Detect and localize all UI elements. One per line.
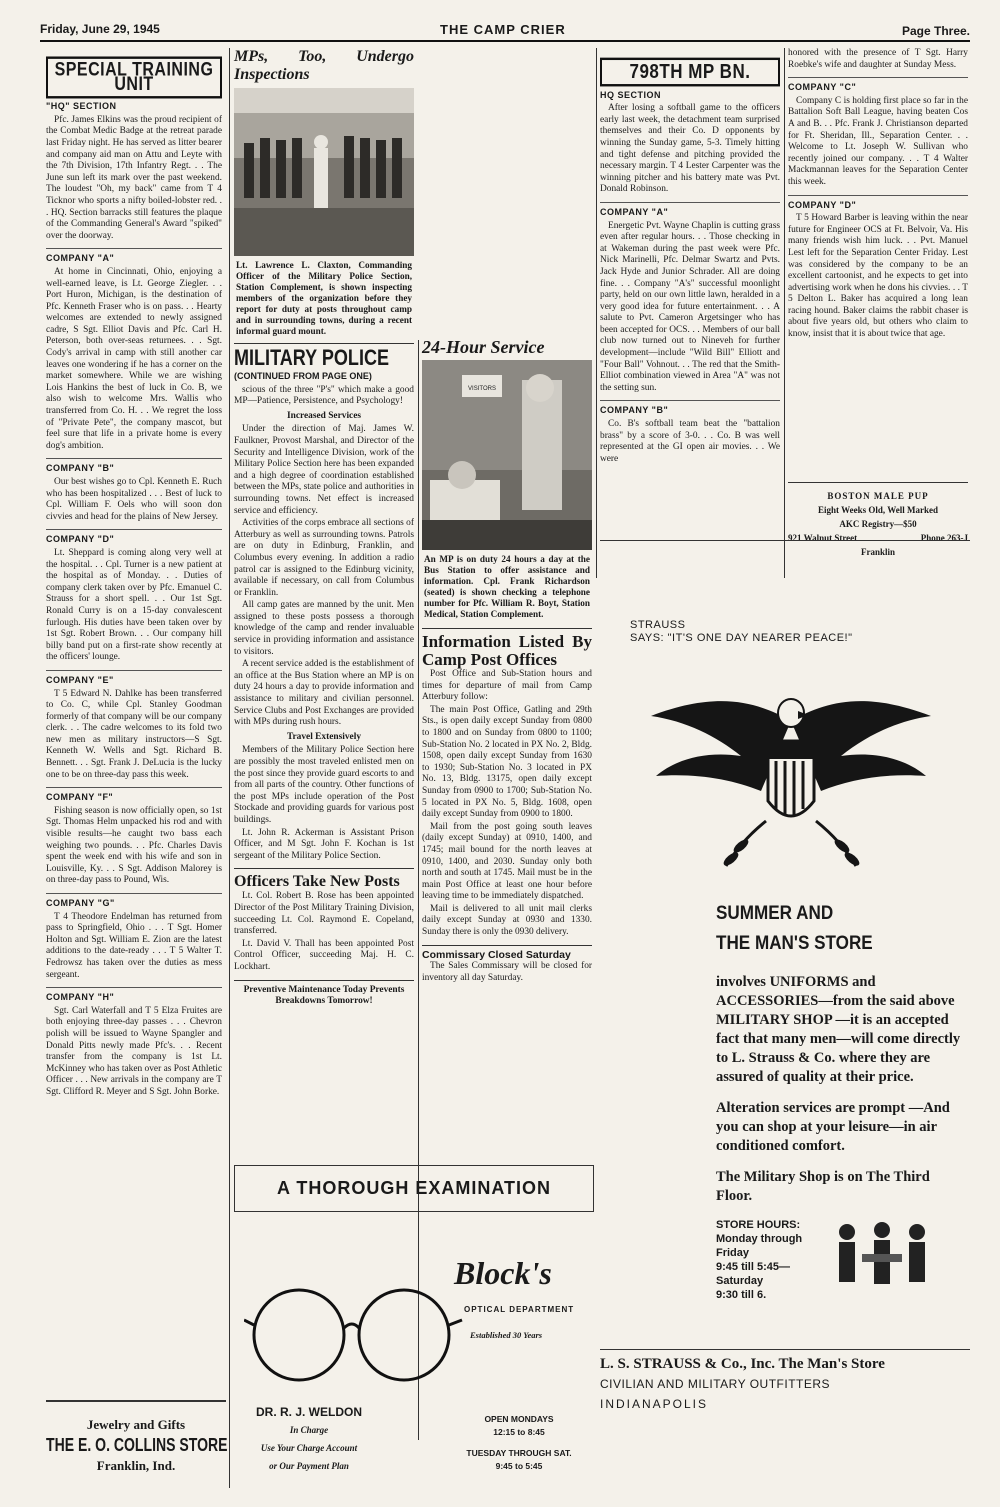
column-military-police: [234, 48, 414, 1010]
mp-paragraph: scious of the three "P's" which make a good MP—Patience, Persistence, and Psychology!: [234, 384, 414, 407]
blocks-established: Established 30 Years: [470, 1330, 543, 1340]
strauss-footer-3: INDIANAPOLIS: [600, 1397, 709, 1411]
collins-jewelry-ad: [46, 1400, 226, 1476]
blocks-banner: A THOROUGH EXAMINATION: [234, 1165, 594, 1212]
column-24-hour-service: [422, 338, 592, 985]
stu-section-text: Pfc. James Elkins was the proud recipient of the Combat Medic Badge at the retreat parade last Friday night. He has served as litter bearer and company aid man on Attu and Leyte with the 7th Division, 17th Infantry Regt. . . The June sun left its mark over the past weekend. The loudest "Oh, my back" came from T 4 Ticknor who sports a nifty boiled-lobster red. . . HQ. Section barracks still features the plaque of the Commanding General's Award "spiked" over the doorway.: [46, 114, 222, 241]
mp-paragraph: Under the direction of Maj. James W. Faulkner, Provost Marshal, and Director of the Security and Intelligence Division, work of the Military Police Section here has been expanded and a high degree of coordination established between the MPs, state police and authorities in surrounding towns. Net effect is increased service and efficiency.: [234, 424, 414, 516]
company-c-title: COMPANY "C": [788, 77, 968, 94]
strauss-title-1: SUMMER AND: [716, 903, 834, 924]
pup-ad-phone: Phone 263-J: [920, 533, 968, 543]
service-headline: 24-Hour Service: [422, 337, 545, 357]
stu-section-text: Sgt. Carl Waterfall and T 5 Elza Fruites are both enjoying three-day passes . . . Chevron polish will be issued to Wayne Spangler and Donald Pitts newly made Pfc's. . . Recent transfer from the company is 1st Lt. McKinney who has taken over as Post Athletic Officer . . . New arrivals in the company are T Sgt. Clifford R. Meyer and S Sgt. John Borke.: [46, 1005, 222, 1097]
store-hours-line: Monday through: [716, 1233, 803, 1245]
page-number: Page Three.: [901, 24, 970, 38]
column-798th-continued: [788, 48, 968, 342]
military-police-header: MILITARY POLICE: [234, 345, 390, 370]
pup-ad-city: Franklin: [860, 547, 895, 557]
stu-section-title: COMPANY "G": [46, 893, 222, 910]
strauss-says-quote: SAYS: "IT'S ONE DAY NEARER PEACE!": [630, 632, 853, 644]
pup-ad-line3: AKC Registry—$50: [839, 519, 917, 529]
strauss-body-3: The Military Shop is on The Third Floor.: [716, 1169, 930, 1204]
paper-name: THE CAMP CRIER: [440, 22, 566, 37]
info-paragraph: Mail is delivered to all unit mail clerks daily except Sunday at 0930 and 1330. Sunday there is only the 0930 delivery.: [422, 903, 592, 938]
collins-line1: Jewelry and Gifts: [86, 1417, 186, 1432]
company-b-title: COMPANY "B": [600, 400, 780, 417]
blocks-hours-4: 9:45 to 5:45: [495, 1461, 543, 1471]
blocks-optical-ad: [234, 1165, 594, 1495]
strauss-body-1: involves UNIFORMS and ACCESSORIES—from the said above MILITARY SHOP —it is an accepted fact that many men—will come directly to L. Strauss & Co. where they are assured of quality at their price.: [716, 974, 961, 1085]
blocks-brand: Block's: [454, 1255, 552, 1291]
eagle-emblem-icon: [646, 681, 936, 881]
commissary-headline: Commissary Closed Saturday: [422, 948, 571, 961]
store-hours-line: 9:30 till 6.: [716, 1289, 767, 1301]
stu-sections: [46, 101, 222, 1098]
bus-station-photo: [422, 360, 592, 550]
collins-line3: Franklin, Ind.: [96, 1458, 176, 1473]
info-listed-headline: Information Listed By Camp Post Offices: [422, 632, 592, 669]
mp-photo-caption: Lt. Lawrence L. Claxton, Commanding Officer of the Military Police Section, Station Complement, is shown inspecting members of the organization before they report for duty at posts throughout camp and in surrounding towns, during a recent informal guard mount.: [236, 260, 412, 336]
hq-section-title: HQ SECTION: [600, 89, 662, 100]
bus-station-caption: An MP is on duty 24 hours a day at the Bus Station to offer assistance and information. Cpl. Frank Richardson (seated) is shown checking a telephone number for Pfc. William R. Boyt, Station Medical, Station Complement.: [424, 554, 590, 619]
company-a-text: Energetic Pvt. Wayne Chaplin is cutting grass even after regular hours. . . Those checking in at Wakeman during the past week were Pfc. Nick Marinelli, Pfc. Delmar Swartz and Pvts. Jack Hyde and Junior Schrader. All are doing fine. . . Company "A's" successful moonlight party, held on our own little lawn, heralded in a very good idea for future entertainment. . . A salute to Pvt. Cameron Argetsinger who has been accepted for OCS. . . Members of our ball club now turned out to Nineveh for further development—include "Wild Bill" Elliott and "Four Ball" Vohnout. . . The red that the Smith-Elliot combination viewed in Area "A" was not the setting sun.: [600, 220, 780, 393]
store-hours-line: 9:45 till 5:45—: [716, 1261, 790, 1273]
strauss-ad: [600, 540, 970, 1420]
mp-paragraph: Lt. John R. Ackerman is Assistant Prison Officer, and M Sgt. John F. Kochan is 1st sergeant of the Military Police Section.: [234, 827, 414, 861]
info-paragraph: Post Office and Sub-Station hours and times for departure of mail from Camp Atterbury follow:: [422, 669, 592, 703]
mp-continued: (CONTINUED FROM PAGE ONE): [234, 371, 372, 381]
stu-section-title: COMPANY "E": [46, 670, 222, 687]
company-d-text: T 5 Howard Barber is leaving within the near future for Engineer OCS at Ft. Belvoir, Va. His many friends wish him luck. . . Pvt. Manuel Lest left for the Separation Center Friday. Lest was considered by the company to be an excellent cartoonist, and he expects to get into advertising work when he dons his civvies. . . T 5 Delton L. Baker has acquired a long lean racing hound. Baker claims the rabbit chaser is about five years old, but others who claim to know, insist that it is about twice that age.: [788, 213, 968, 340]
798th-mp-header: 798TH MP BN.: [600, 58, 780, 86]
info-paragraph: The main Post Office, Gatling and 29th Sts., is open daily except Sunday from 0800 to 1800 and on Sunday from 0800 to 1100; Sub-Station No. 2 located in PX No. 2, Bldg. 1508, open daily except Sunday from 1630 to 1930; Sub-Station No. 3 located in PX No. 13, Bldg. 13175, open daily except Sunday from 0900 to 1700; Sub-Station No. 5 located in PX No. 5, Bldg. 1608, open daily except Sunday from 0900 to 1800.: [422, 704, 592, 820]
blocks-charge-1: Use Your Charge Account: [260, 1443, 358, 1453]
stu-section-text: T 5 Edward N. Dahlke has been transferred to Co. C, while Cpl. Stanley Goodman formerly of that company will be our company clerk. . . The cadre welcomes to its fold two new men as military instructors—S Sgt. Kenneth W. Wells and Sgt. Richard B. Bennett. . . Sgt. Frank J. DeLucia is the lucky one to be on three-day pass this week.: [46, 688, 222, 780]
blocks-doctor: DR. R. J. WELDON: [255, 1405, 362, 1419]
strauss-title-2: THE MAN'S STORE: [716, 933, 873, 954]
officers-paragraph: Lt. Col. Robert B. Rose has been appointed Director of the Post Military Training Division, succeeding Lt. Col. Raymond E. Copeland, transferred.: [234, 891, 414, 937]
blocks-hours-3: TUESDAY THROUGH SAT.: [466, 1448, 572, 1458]
column-rule: [596, 48, 597, 578]
pup-ad-line1: BOSTON MALE PUP: [827, 491, 929, 501]
blocks-in-charge: In Charge: [289, 1425, 329, 1435]
stu-section-title: "HQ" SECTION: [46, 101, 117, 112]
officers-headline: Officers Take New Posts: [234, 873, 400, 891]
visitors-sign-text: VISITORS: [468, 386, 496, 392]
company-d-title: COMPANY "D": [788, 195, 968, 212]
stu-section-title: COMPANY "D": [46, 529, 222, 546]
blocks-hours-1: OPEN MONDAYS: [484, 1414, 554, 1424]
inspection-photo-drawing: [234, 88, 414, 256]
column-special-training-unit: [46, 48, 222, 1100]
stu-section-title: COMPANY "B": [46, 458, 222, 475]
column-rule: [784, 48, 785, 578]
mp-paragraph: Activities of the corps embrace all sections of Atterbury as well as surrounding towns. Patrols are on duty in Edinburg, Franklin, and Columbus every evening. In addition a radio patrol car is assigned to the Edinburg vicinity, available if necessary, on call from Columbus or Franklin.: [234, 518, 414, 598]
store-hours-title: STORE HOURS:: [716, 1219, 801, 1231]
stu-section-title: COMPANY "F": [46, 787, 222, 804]
company-a-title: COMPANY "A": [600, 202, 780, 219]
stu-section-text: T 4 Theodore Endelman has returned from pass to Springfield, Ohio . . . T Sgt. Homer Holton and Sgt. William E. Zion are the latest additions to the date-ready . . . T 5 Walter T. Fedrowsz has taken over the duties as mess sergeant.: [46, 911, 222, 980]
blocks-charge-2: or Our Payment Plan: [269, 1461, 349, 1471]
mp-subhead-increased: Increased Services: [286, 410, 362, 421]
commissary-paragraph: The Sales Commissary will be closed for inventory all day Saturday.: [422, 961, 592, 983]
special-training-unit-header: SPECIAL TRAINING UNIT: [46, 56, 222, 98]
mp-paragraph: Members of the Military Police Section here are possibly the most traveled enlisted men on the post since they provide guard escorts to and from all parts of the country. Other functions of the post MPs include operation of the Post Stockade and providing guards for various post buildings.: [234, 745, 414, 825]
eyeglasses-icon: [244, 1280, 464, 1390]
mp-paragraph: A recent service added is the establishment of an office at the Bus Station where an MP is on duty 24 hours a day to provide information and assistance to military and civilian personnel. Service Clubs and Post Exchanges are provided with MPs during rush hours.: [234, 659, 414, 728]
stu-section-text: Our best wishes go to Cpl. Kenneth E. Ruch who has been hospitalized . . . Best of luck to Cpl. William F. Oels who will soon don civvies and head for the plains of New Jersey.: [46, 477, 222, 522]
collins-line2: THE E. O. COLLINS STORE: [46, 1435, 228, 1455]
store-hours: [716, 1218, 802, 1302]
hq-section-text: After losing a softball game to the officers early last week, the detachment team surprised themselves and their Co. D opponents by winning the Sunday game, 5-3. Timely hitting and tight defense and pitching provided the necessary margin. T 4 Lester Carpenter was the winning pitcher and his battery mate was Pvt. Donald Robinson.: [600, 103, 780, 195]
stu-section-text: Lt. Sheppard is coming along very well at the hospital. . . Cpl. Turner is a new patient at the hospital as of Monday. . . Duties of company clerk taken over by Pfc. Emanuel C. Strauss for a short spell. . . Our 1st Sgt. Ronald Curry is on a 15-day convalescent furlough. His duties have been taken over by 1st Sgt. Robert Brown. . . Our company hill billy band put on a first-rate show recently at the officers' lounge.: [46, 547, 222, 663]
stu-section-text: Fishing season is now officially open, so 1st Sgt. Thomas Helm unpacked his rod and with visible results—he caught two bass each weighing two pounds. . . Pfc. Charles Davis spent the week end with his wife and son in Louisville, Ky. . . S Sgt. Addison Malorey is on three-day pass to Pound, Wis.: [46, 805, 222, 886]
company-b-continued: honored with the presence of T Sgt. Harry Roebke's wife and daughter at Sunday Mess.: [788, 48, 968, 70]
strauss-footer-2: CIVILIAN AND MILITARY OUTFITTERS: [600, 1377, 831, 1391]
blocks-dept: OPTICAL DEPARTMENT: [464, 1305, 575, 1314]
mp-paragraph: All camp gates are manned by the unit. Men assigned to these posts possess a thorough knowledge of the camp and render invaluable service in providing information and assistance to visitors.: [234, 600, 414, 657]
company-c-text: Company C is holding first place so far in the Battalion Soft Ball League, having beaten Cos A and B. . . Pfc. Frank J. Christianson departed for Ft. Sheridan, Ill., Separation Center. . . Welcome to Lt. Joseph W. Sullivan who recently joined our company. . . T 4 Walter Mackmannan leaves for the Separation Center this week.: [788, 95, 968, 187]
stu-section-title: COMPANY "A": [46, 248, 222, 265]
preventive-maintenance-slogan: Preventive Maintenance Today Prevents Breakdowns Tomorrow!: [243, 984, 405, 1007]
strauss-body-2: Alteration services are prompt —And you can shop at your leisure—in air conditioned comfort.: [716, 1100, 950, 1154]
bus-station-photo-drawing: [422, 360, 592, 550]
strauss-says-name: STRAUSS: [630, 619, 686, 631]
officers-paragraph: Lt. David V. Thall has been appointed Post Control Officer, succeeding Maj. H. C. Lockhart.: [234, 938, 414, 972]
mp-photo-headline: MPs, Too, Undergo Inspections: [234, 48, 414, 83]
info-paragraph: Mail from the post going south leaves (daily except Sunday) at 0910, 1400, and 1745; mail bound for the north leaves at 0910, 1400, and 2030. Sunday only both north and south at 1745. Mail must be in the main Post Office at least one hour before leaving time to be immediately dispatched.: [422, 821, 592, 902]
strauss-footer-1: L. S. STRAUSS & Co., Inc. The Man's Store: [600, 1356, 885, 1372]
masthead: [40, 10, 970, 42]
stu-section-text: At home in Cincinnati, Ohio, enjoying a well-earned leave, is Lt. George Ziegler. . . Port Huron, Michigan, is the destination of Pfc. Kenneth Fraser who is on pass. . . Hearty welcomes are extended to newly assigned cadre, S Sgt. Elliot Davis and Pfc. Carl H. Peterson, both over-seas returnees. . . Sgt. Cody's arrival in camp with still another car leaves one wondering if he has a corner on the market somewhere. While we are wishing Lois Hankins the best of luck in Co. B, we also wish to welcome Mrs. Wallis who transferred from Co. H. . . We regret the loss of "Private Pete", the company mascot, but feel sure that life in a private home is every dog's ambition.: [46, 266, 222, 451]
store-hours-line: Friday: [716, 1247, 750, 1259]
column-rule: [229, 48, 230, 1488]
pup-ad-line2: Eight Weeks Old, Well Marked: [818, 505, 938, 515]
store-hours-line: Saturday: [716, 1275, 764, 1287]
soldiers-illustration-icon: [822, 1218, 942, 1298]
issue-date: Friday, June 29, 1945: [40, 22, 160, 36]
blocks-hours-2: 12:15 to 8:45: [493, 1427, 545, 1437]
pup-ad-address: 921 Walnut Street: [788, 533, 858, 543]
mp-inspection-photo: [234, 88, 414, 256]
mp-subhead-travel: Travel Extensively: [286, 731, 362, 742]
company-b-text: Co. B's softball team beat the "battalion brass" by a score of 3-0. . . Co. B was well represented at the GI open air movies. . . We were: [600, 419, 780, 464]
column-798th-mp-bn: [600, 48, 780, 466]
stu-section-title: COMPANY "H": [46, 987, 222, 1004]
